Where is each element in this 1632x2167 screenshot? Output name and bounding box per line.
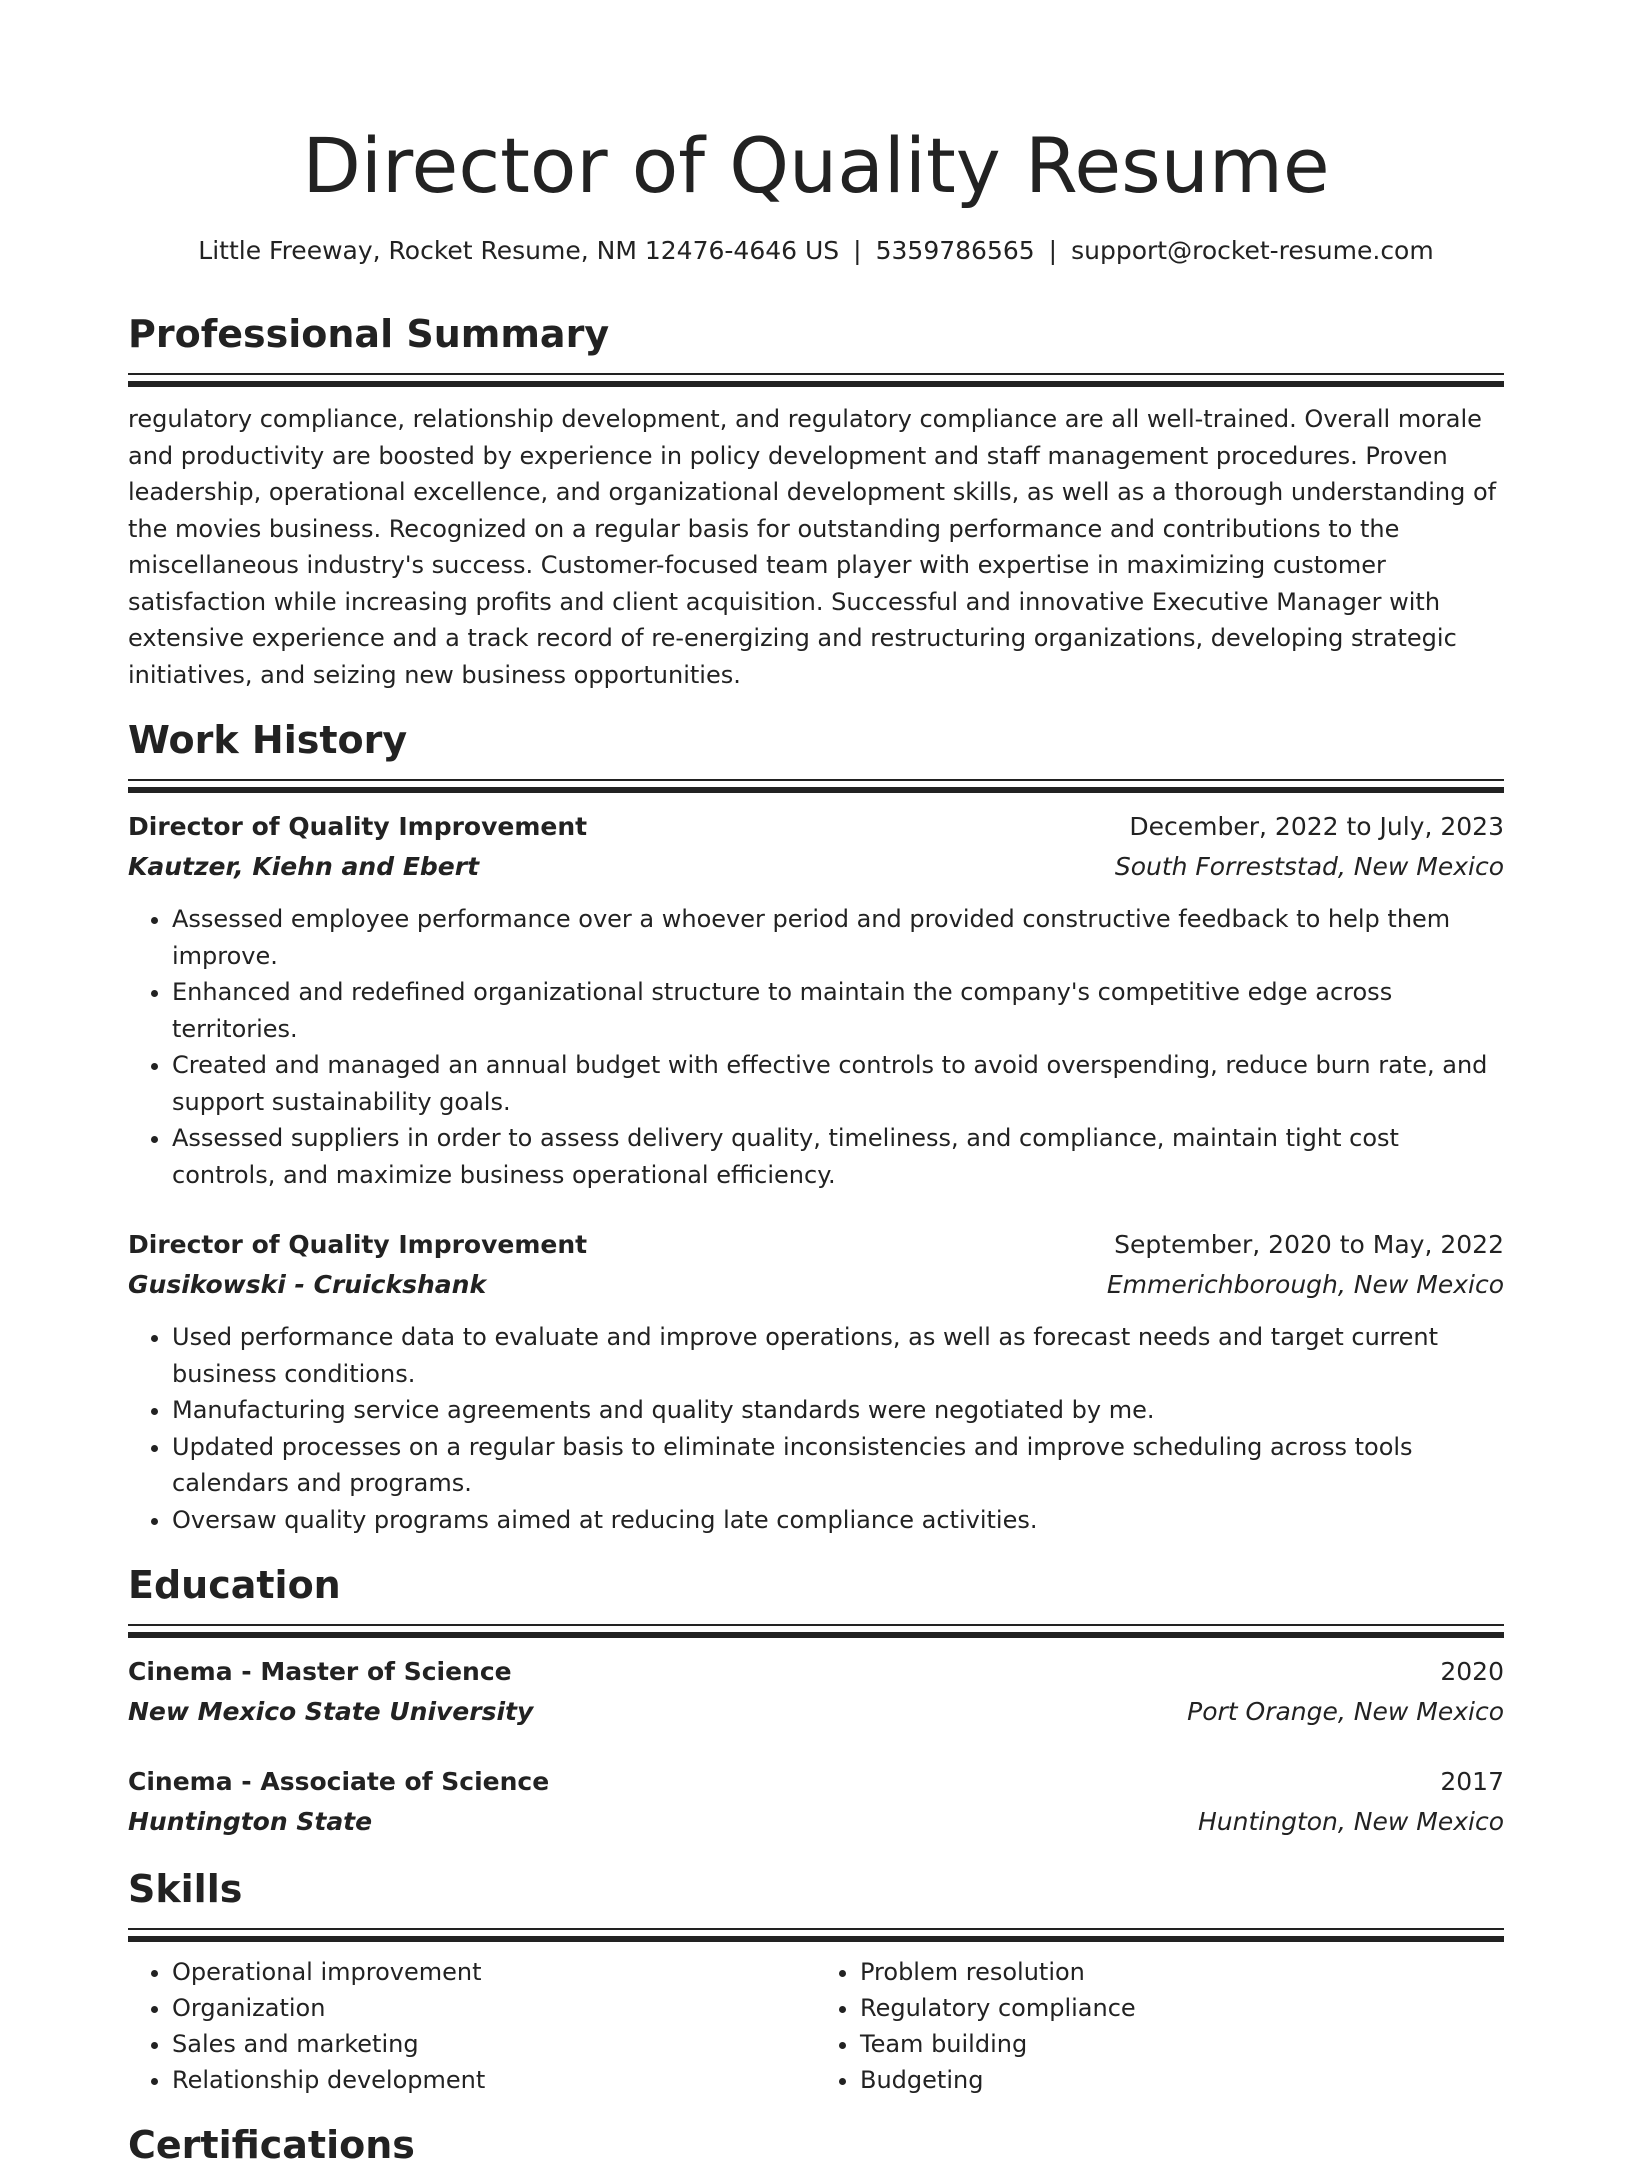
- work-section: [128, 718, 1504, 1538]
- section-divider: [128, 779, 1504, 793]
- contact-line: [128, 236, 1504, 265]
- certifications-section: [128, 2123, 1504, 2167]
- job-title: Director of Quality Improvement: [128, 1230, 588, 1259]
- section-divider: [128, 373, 1504, 387]
- education-section: [128, 1563, 1504, 1842]
- list-item: • Assessed employee performance over a whoever period and provided constructive feedback to help them improve.: [172, 901, 1504, 974]
- job-dates: December, 2022 to July, 2023: [1129, 812, 1504, 841]
- phone: 5359786565: [875, 236, 1035, 265]
- list-item: • Organization: [172, 1990, 816, 2026]
- job-bullets: [128, 901, 1504, 1193]
- company-name: Kautzer, Kiehn and Ebert: [128, 852, 480, 881]
- section-heading: Professional Summary: [128, 312, 610, 356]
- address: Little Freeway, Rocket Resume, NM 12476-4646 US: [198, 236, 840, 265]
- resume-page: [128, 120, 1504, 2167]
- list-item: • Oversaw quality programs aimed at reducing late compliance activities.: [172, 1502, 1504, 1539]
- degree: Cinema - Associate of Science: [128, 1767, 550, 1796]
- skills-grid: [128, 1954, 1504, 2098]
- graduation-year: 2020: [1440, 1657, 1504, 1686]
- job-entry: [128, 1225, 1504, 1538]
- job-dates: September, 2020 to May, 2022: [1114, 1230, 1504, 1259]
- job-location: South Forreststad, New Mexico: [1114, 852, 1504, 881]
- job-location: Emmerichborough, New Mexico: [1106, 1270, 1504, 1299]
- section-divider: [128, 1928, 1504, 1942]
- skills-column-left: [128, 1954, 816, 2098]
- list-item: • Created and managed an annual budget with effective controls to avoid overspending, reduce burn rate, and support sustainability goals.: [172, 1047, 1504, 1120]
- section-divider: [128, 1624, 1504, 1638]
- skills-section: [128, 1867, 1504, 2098]
- company-name: Gusikowski - Cruickshank: [128, 1270, 487, 1299]
- section-heading: Work History: [128, 718, 408, 762]
- summary-text: regulatory compliance, relationship development, and regulatory compliance are all well-trained. Overall morale and productivity are boosted by experience in policy development and staff management procedures. Proven leadership, operational excellence, and organizational development skills, as well as a thorough understanding of the movies business. Recognized on a regular basis for outstanding performance and contributions to the miscellaneous industry's success. Customer-focused team player with expertise in maximizing customer satisfaction while increasing profits and client acquisition. Successful and innovative Executive Manager with extensive experience and a track record of re-energizing and restructuring organizations, developing strategic initiatives, and seizing new business opportunities.: [128, 405, 1497, 689]
- list-item: • Regulatory compliance: [860, 1990, 1504, 2026]
- list-item: • Budgeting: [860, 2062, 1504, 2098]
- school-name: Huntington State: [128, 1807, 373, 1836]
- job-bullets: [128, 1319, 1504, 1538]
- page-title: Director of Quality Resume: [302, 121, 1330, 210]
- education-entry: [128, 1762, 1504, 1842]
- list-item: • Updated processes on a regular basis to eliminate inconsistencies and improve scheduling across tools calendars and programs.: [172, 1429, 1504, 1502]
- job-title: Director of Quality Improvement: [128, 812, 588, 841]
- graduation-year: 2017: [1440, 1767, 1504, 1796]
- list-item: • Operational improvement: [172, 1954, 816, 1990]
- skills-column-right: [816, 1954, 1504, 2098]
- job-entry: [128, 807, 1504, 1193]
- list-item: • Sales and marketing: [172, 2026, 816, 2062]
- list-item: • Team building: [860, 2026, 1504, 2062]
- separator: |: [853, 236, 862, 265]
- section-heading: Education: [128, 1563, 341, 1607]
- section-heading: Skills: [128, 1867, 243, 1911]
- list-item: • Problem resolution: [860, 1954, 1504, 1990]
- summary-section: [128, 312, 1504, 693]
- degree: Cinema - Master of Science: [128, 1657, 512, 1686]
- section-heading: Certifications: [128, 2123, 415, 2167]
- education-entry: [128, 1652, 1504, 1732]
- list-item: • Relationship development: [172, 2062, 816, 2098]
- email: support@rocket-resume.com: [1071, 236, 1434, 265]
- school-location: Huntington, New Mexico: [1198, 1807, 1504, 1836]
- list-item: • Manufacturing service agreements and quality standards were negotiated by me.: [172, 1392, 1504, 1429]
- list-item: • Enhanced and redefined organizational structure to maintain the company's competitive edge across territories.: [172, 974, 1504, 1047]
- list-item: • Assessed suppliers in order to assess delivery quality, timeliness, and compliance, maintain tight cost controls, and maximize business operational efficiency.: [172, 1120, 1504, 1193]
- list-item: • Used performance data to evaluate and improve operations, as well as forecast needs and target current business conditions.: [172, 1319, 1504, 1392]
- school-name: New Mexico State University: [128, 1697, 534, 1726]
- separator: |: [1048, 236, 1058, 265]
- school-location: Port Orange, New Mexico: [1187, 1697, 1504, 1726]
